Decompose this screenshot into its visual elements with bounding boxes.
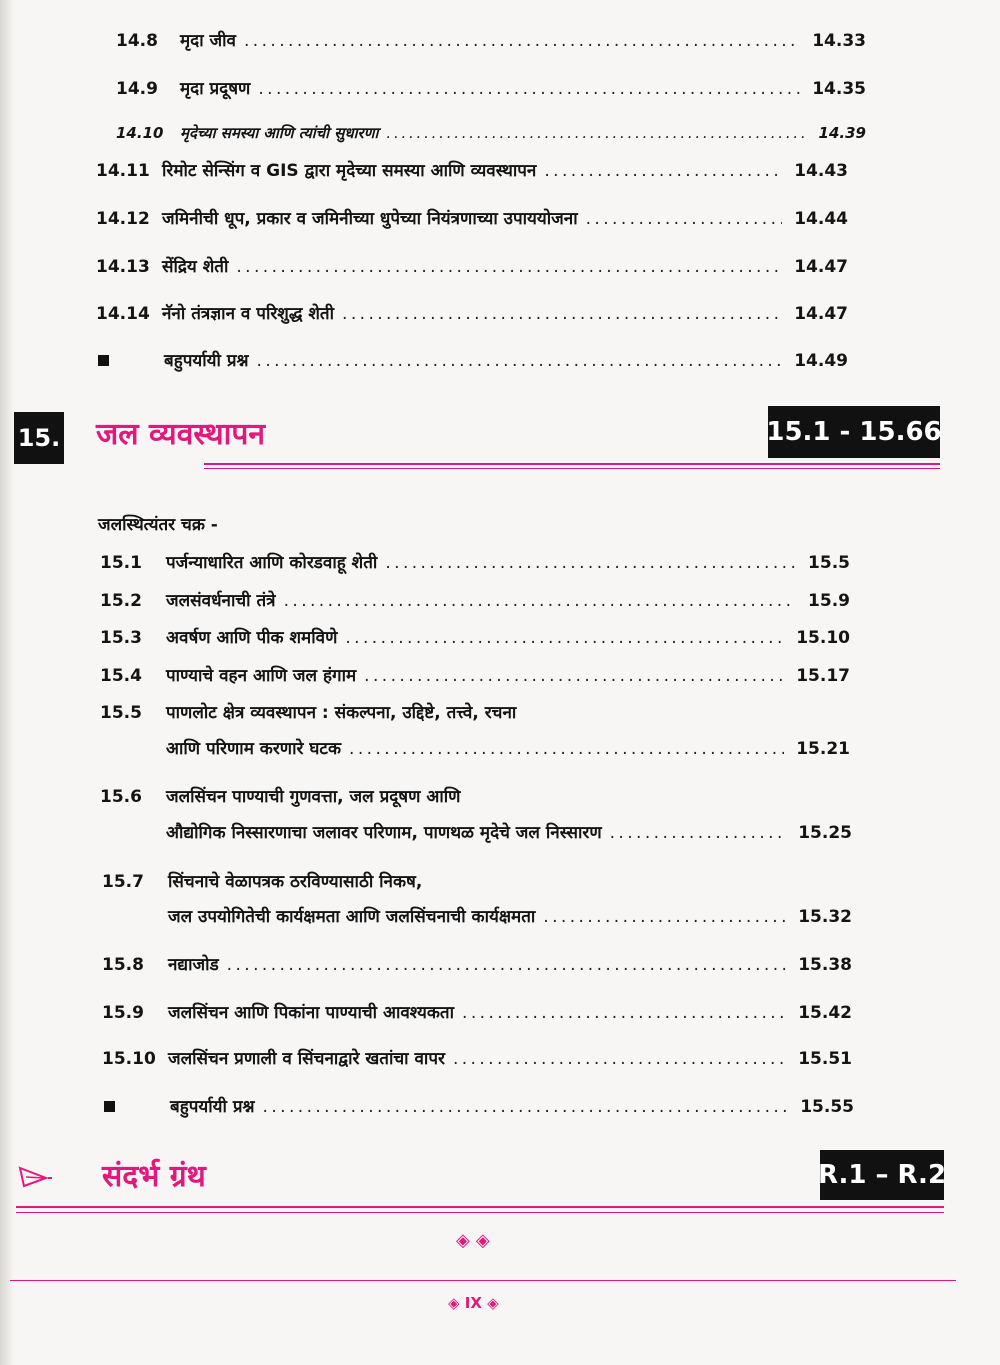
toc-row-title: पर्जन्याधारित आणि कोरडवाहू शेती	[166, 553, 378, 573]
toc-row-title-line1: सिंचनाचे वेळापत्रक ठरविण्यासाठी निकष,	[168, 872, 423, 892]
toc-row-15-6-line1[interactable]	[100, 784, 460, 807]
toc-row-14-8[interactable]	[116, 28, 866, 51]
references-underline	[16, 1206, 944, 1208]
toc-row-page: 14.49	[794, 351, 848, 371]
leader-dots	[586, 209, 783, 229]
toc-row-number: 15.6	[100, 787, 142, 807]
toc-row-title: पाण्याचे वहन आणि जल हंगाम	[166, 666, 357, 686]
toc-row-number: 15.10	[102, 1049, 156, 1069]
section-divider-diamonds: ◈◈	[456, 1230, 496, 1251]
toc-row-number: 14.9	[116, 79, 158, 99]
page-edge-shadow	[0, 0, 14, 1365]
toc-row-title: मृदेच्या समस्या आणि त्यांची सुधारणा	[180, 124, 379, 142]
toc-row-title: जलसंवर्धनाची तंत्रे	[166, 591, 276, 611]
toc-row-15-10[interactable]	[102, 1046, 852, 1069]
toc-row-number: 15.3	[100, 628, 142, 648]
toc-row-number: 14.11	[96, 161, 150, 181]
toc-row-14-14[interactable]	[96, 301, 848, 324]
toc-row-14-mcq[interactable]	[98, 348, 848, 371]
chapter-underline	[204, 463, 940, 465]
leader-dots	[544, 161, 782, 181]
leader-dots	[610, 823, 787, 843]
toc-row-15-7[interactable]	[168, 904, 852, 927]
footer-page-number: ◈ IX ◈	[448, 1294, 499, 1312]
toc-row-page: 14.44	[794, 209, 848, 229]
toc-row-page: 15.5	[808, 553, 850, 573]
toc-row-page: 14.33	[812, 31, 866, 51]
toc-row-14-10[interactable]	[116, 123, 866, 143]
toc-row-bullet	[104, 1097, 170, 1117]
toc-row-number: 14.13	[96, 257, 150, 277]
toc-row-title: मृदा प्रदूषण	[180, 79, 251, 99]
toc-row-title: जमिनीची धूप, प्रकार व जमिनीच्या धुपेच्या नियंत्रणाच्या उपाययोजना	[162, 209, 578, 229]
toc-row-bullet	[98, 351, 164, 371]
square-bullet-icon	[104, 1101, 115, 1112]
toc-row-14-13[interactable]	[96, 254, 848, 277]
footer-rule	[10, 1280, 956, 1281]
toc-row-number: 14.12	[96, 209, 150, 229]
toc-row-number: 15.4	[100, 666, 142, 686]
toc-row-number: 15.1	[100, 553, 142, 573]
chapter-title[interactable]: जल व्यवस्थापन	[96, 417, 266, 452]
leader-dots	[462, 1003, 786, 1023]
toc-row-title-line1: पाणलोट क्षेत्र व्यवस्थापन : संकल्पना, उद्दिष्टे, तत्त्वे, रचना	[166, 703, 517, 723]
leader-dots	[258, 79, 800, 99]
toc-row-page: 15.38	[798, 955, 852, 975]
references-title[interactable]: संदर्भ ग्रंथ	[102, 1159, 206, 1194]
toc-row-page: 15.51	[798, 1049, 852, 1069]
toc-row-title: बहुपर्यायी प्रश्न	[170, 1097, 255, 1117]
toc-row-page: 15.42	[798, 1003, 852, 1023]
toc-row-page: 15.55	[800, 1097, 854, 1117]
toc-row-page: 15.21	[796, 739, 850, 759]
leader-dots	[345, 628, 784, 648]
toc-row-15-4[interactable]	[100, 663, 850, 686]
toc-row-title: आणि परिणाम करणारे घटक	[166, 739, 342, 759]
leader-dots	[386, 124, 806, 142]
toc-row-page: 14.47	[794, 257, 848, 277]
toc-row-number: 15.5	[100, 703, 142, 723]
toc-row-15-5[interactable]	[166, 736, 850, 759]
chapter-number-badge: 15.	[14, 412, 64, 464]
leader-dots	[236, 257, 782, 277]
toc-row-title: जलसिंचन प्रणाली व सिंचनाद्वारे खतांचा वापर	[168, 1049, 445, 1069]
leader-dots	[349, 739, 784, 759]
toc-row-15-7-line1[interactable]	[102, 869, 422, 892]
references-underline-thin	[16, 1212, 944, 1213]
chapter-underline-thin	[204, 468, 940, 469]
toc-row-page: 15.10	[796, 628, 850, 648]
toc-row-title: अवर्षण आणि पीक शमविणे	[166, 628, 338, 648]
toc-row-15-3[interactable]	[100, 625, 850, 648]
toc-row-page: 15.17	[796, 666, 850, 686]
toc-row-number: 15.2	[100, 591, 142, 611]
toc-row-page: 15.25	[798, 823, 852, 843]
leader-dots	[342, 304, 782, 324]
toc-row-15-6[interactable]	[166, 820, 852, 843]
toc-row-14-12[interactable]	[96, 206, 848, 229]
pen-nib-icon	[18, 1164, 54, 1190]
toc-row-number: 14.14	[96, 304, 150, 324]
toc-row-page: 15.32	[798, 907, 852, 927]
leader-dots	[453, 1049, 786, 1069]
toc-row-15-8[interactable]	[102, 952, 852, 975]
toc-row-title-line1: जलसिंचन पाण्याची गुणवत्ता, जल प्रदूषण आणि	[166, 787, 461, 807]
leader-dots	[257, 351, 783, 371]
toc-row-number: 14.8	[116, 31, 158, 51]
toc-row-page: 14.47	[794, 304, 848, 324]
toc-row-page: 14.35	[812, 79, 866, 99]
toc-row-15-9[interactable]	[102, 1000, 852, 1023]
leader-dots	[263, 1097, 789, 1117]
toc-row-14-9[interactable]	[116, 76, 866, 99]
toc-row-number: 15.7	[102, 872, 144, 892]
toc-row-title: औद्योगिक निस्सारणाचा जलावर परिणाम, पाणथळ मृदेचे जल निस्सारण	[166, 823, 602, 843]
references-page-range: R.1 – R.2	[820, 1150, 944, 1200]
leader-dots	[364, 666, 784, 686]
toc-row-title: बहुपर्यायी प्रश्न	[164, 351, 249, 371]
toc-row-title: नॅनो तंत्रज्ञान व परिशुद्ध शेती	[162, 304, 335, 324]
toc-row-page: 15.9	[808, 591, 850, 611]
leader-dots	[227, 955, 787, 975]
toc-row-15-mcq[interactable]	[104, 1094, 854, 1117]
chapter-page-range: 15.1 - 15.66	[768, 406, 940, 458]
toc-row-page: 14.43	[794, 161, 848, 181]
toc-row-title: मृदा जीव	[180, 31, 236, 51]
toc-row-15-2[interactable]	[100, 588, 850, 611]
toc-row-number: 14.10	[116, 124, 164, 142]
square-bullet-icon	[98, 355, 109, 366]
toc-row-14-11[interactable]	[96, 158, 848, 181]
toc-row-15-1[interactable]	[100, 550, 850, 573]
toc-row-title: रिमोट सेन्सिंग व GIS द्वारा मृदेच्या समस्या आणि व्यवस्थापन	[162, 161, 537, 181]
leader-dots	[284, 591, 796, 611]
toc-row-title: जल उपयोगितेची कार्यक्षमता आणि जलसिंचनाची कार्यक्षमता	[168, 907, 536, 927]
leader-dots	[385, 553, 796, 573]
toc-row-15-5-line1[interactable]	[100, 700, 516, 723]
section-heading: जलस्थित्यंतर चक्र -	[98, 515, 218, 535]
toc-row-title: नद्याजोड	[168, 955, 219, 975]
toc-row-title: सेंद्रिय शेती	[162, 257, 229, 277]
leader-dots	[244, 31, 800, 51]
toc-row-number: 15.9	[102, 1003, 144, 1023]
leader-dots	[543, 907, 786, 927]
toc-row-title: जलसिंचन आणि पिकांना पाण्याची आवश्यकता	[168, 1003, 455, 1023]
toc-row-page: 14.39	[818, 124, 866, 142]
toc-row-number: 15.8	[102, 955, 144, 975]
